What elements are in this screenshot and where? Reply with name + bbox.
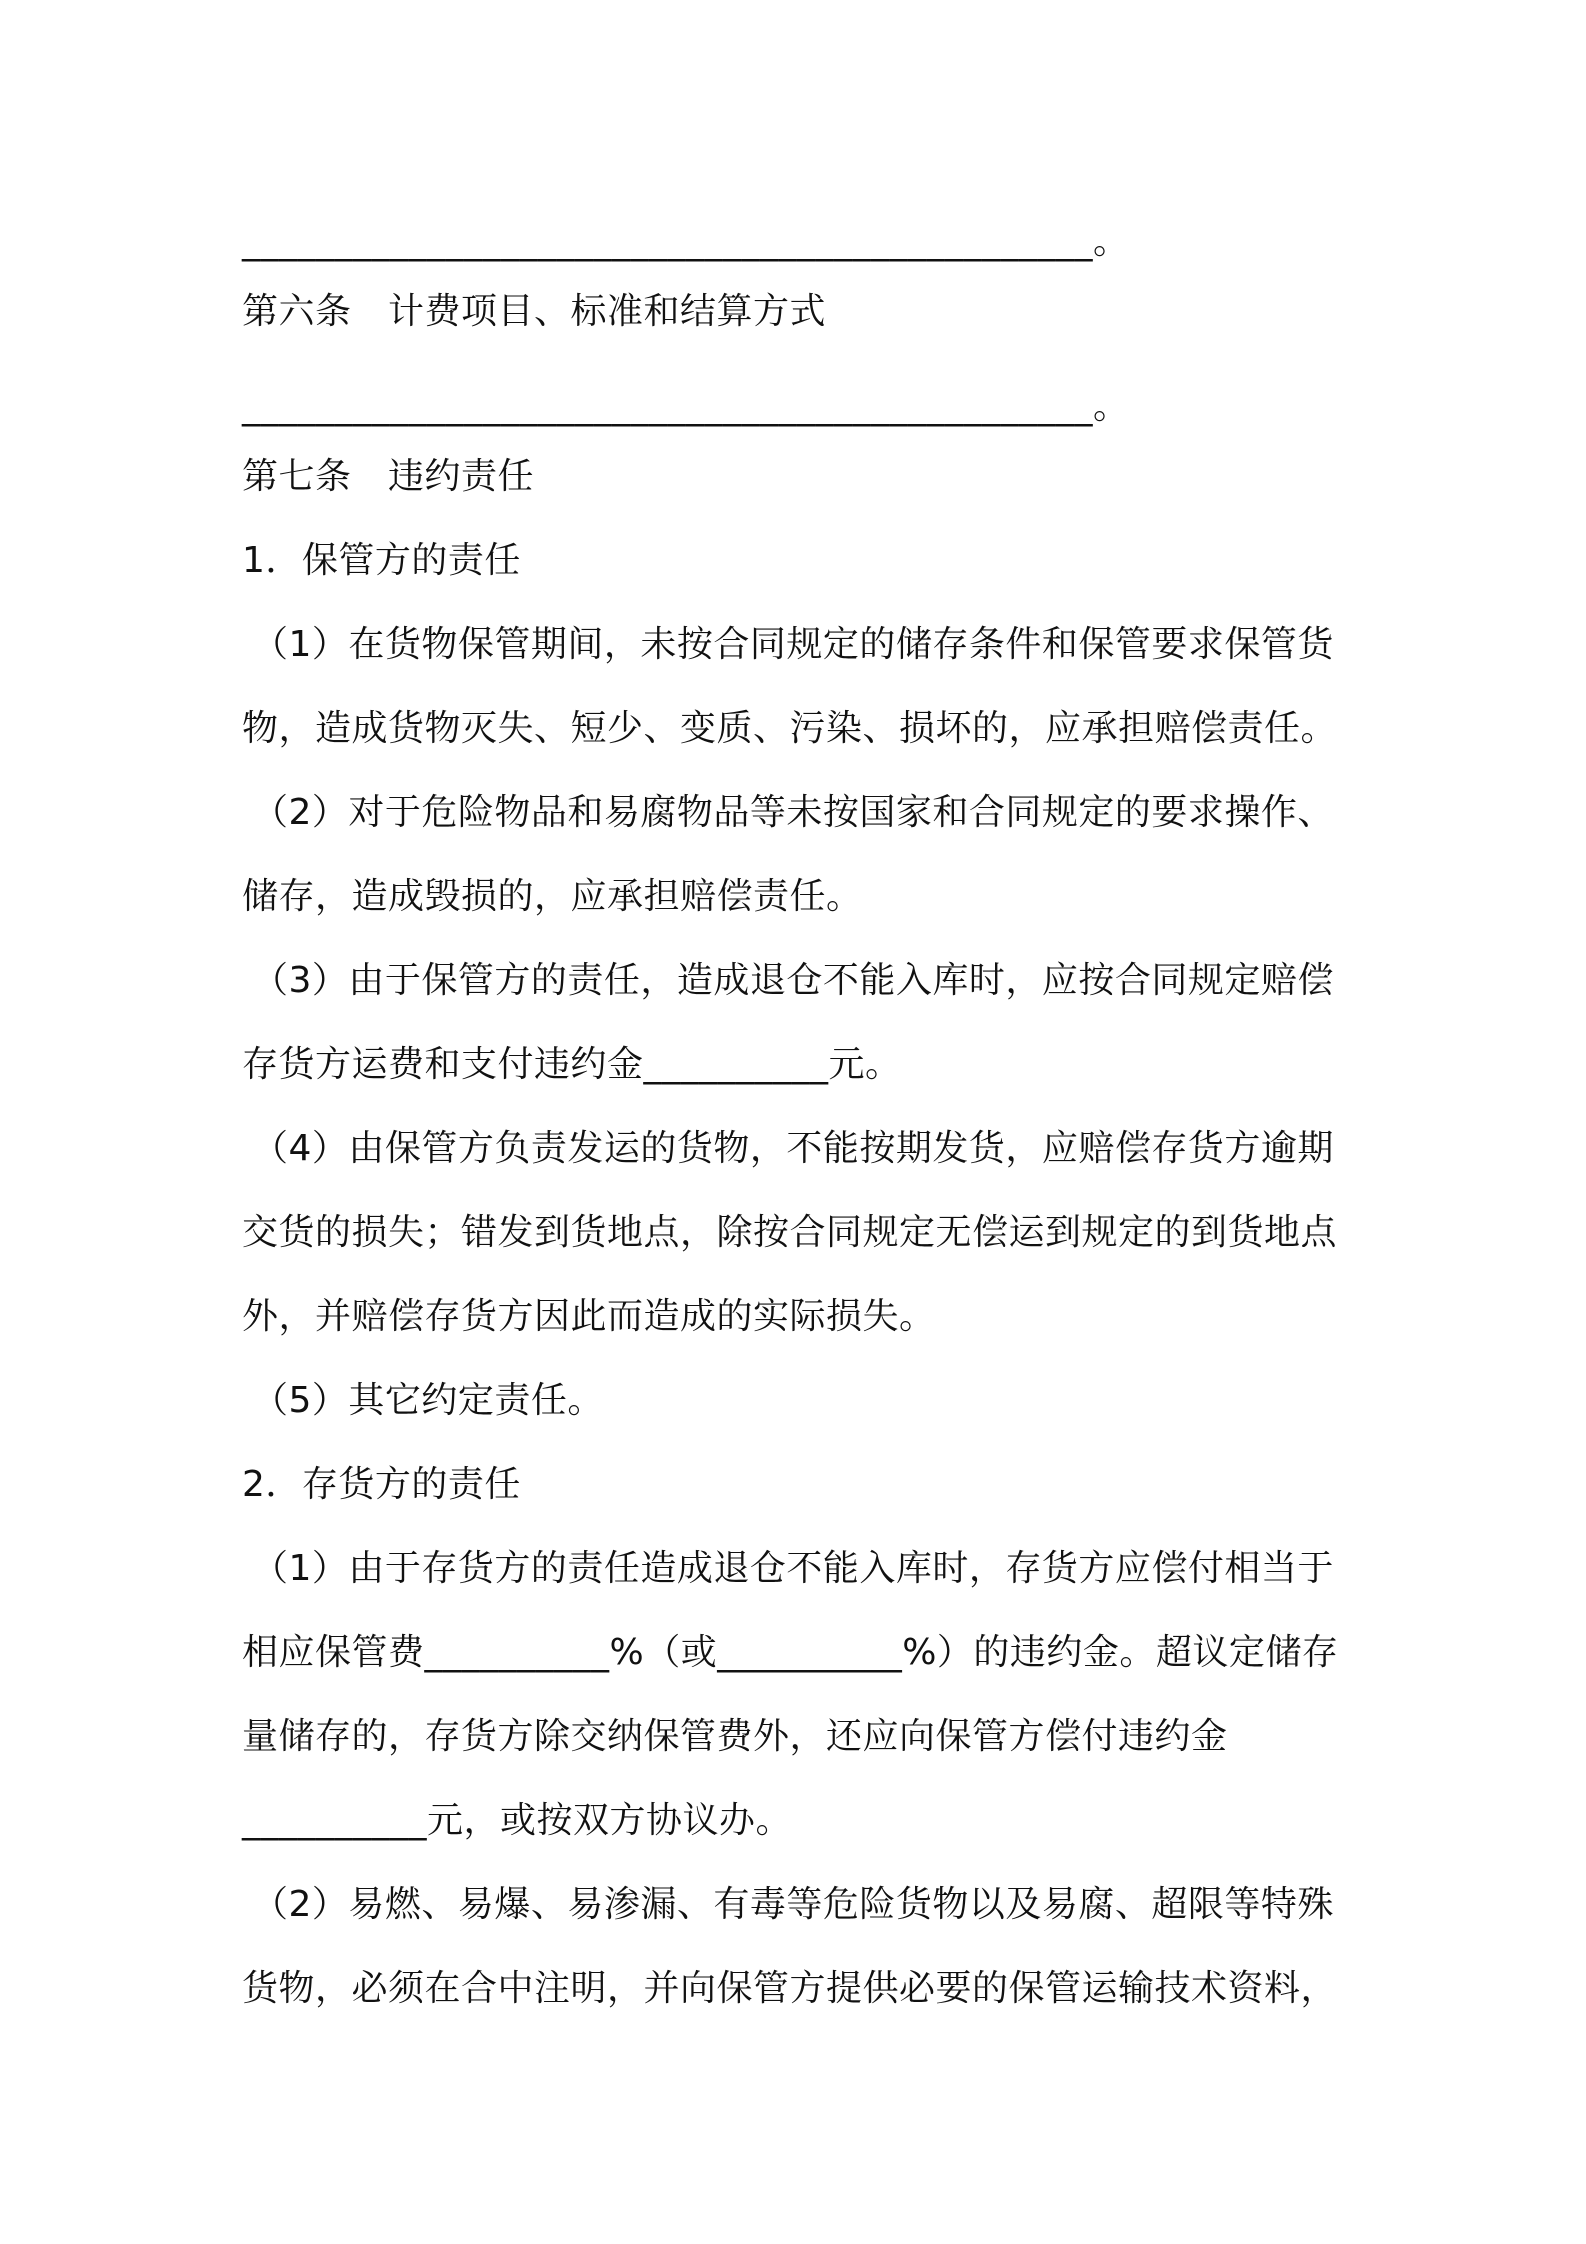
blank-line-6: ______________________________________________。 (242, 386, 1130, 427)
section-1-heading: 1．保管方的责任 (242, 540, 521, 581)
article-7-heading: 第七条 违约责任 (242, 456, 535, 497)
clause-1-2-line-1: （2）对于危险物品和易腐物品等未按国家和合同规定的要求操作、 (252, 792, 1334, 833)
clause-1-4-line-3: 外，并赔偿存货方因此而造成的实际损失。 (242, 1296, 936, 1337)
clause-1-4-line-2: 交货的损失；错发到货地点，除按合同规定无偿运到规定的到货地点 (242, 1212, 1338, 1253)
clause-1-5: （5）其它约定责任。 (252, 1380, 604, 1421)
clause-2-1-line-3: 量储存的，存货方除交纳保管费外，还应向保管方偿付违约金 (242, 1716, 1228, 1757)
article-6-heading: 第六条 计费项目、标准和结算方式 (242, 291, 827, 332)
clause-1-1-line-1: （1）在货物保管期间，未按合同规定的储存条件和保管要求保管货 (252, 624, 1334, 665)
clause-2-2-line-2: 货物，必须在合中注明，并向保管方提供必要的保管运输技术资料， (242, 1968, 1338, 2009)
section-2-heading: 2．存货方的责任 (242, 1464, 521, 1505)
clause-1-4-line-1: （4）由保管方负责发运的货物，不能按期发货，应赔偿存货方逾期 (252, 1128, 1334, 1169)
clause-1-2-line-2: 储存，造成毁损的，应承担赔偿责任。 (242, 876, 863, 917)
clause-2-1-line-1: （1）由于存货方的责任造成退仓不能入库时，存货方应偿付相当于 (252, 1548, 1334, 1589)
clause-2-2-line-1: （2）易燃、易爆、易渗漏、有毒等危险货物以及易腐、超限等特殊 (252, 1884, 1334, 1925)
clause-1-1-line-2: 物，造成货物灭失、短少、变质、污染、损坏的，应承担赔偿责任。 (242, 708, 1338, 749)
clause-2-1-line-4: __________元，或按双方协议办。 (242, 1800, 793, 1841)
clause-2-1-line-2: 相应保管费__________%（或__________%）的违约金。超议定储存 (242, 1632, 1339, 1673)
blank-line-5: ______________________________________________。 (242, 221, 1130, 262)
clause-1-3-line-2: 存货方运费和支付违约金__________元。 (242, 1044, 902, 1085)
clause-1-3-line-1: （3）由于保管方的责任，造成退仓不能入库时，应按合同规定赔偿 (252, 960, 1334, 1001)
